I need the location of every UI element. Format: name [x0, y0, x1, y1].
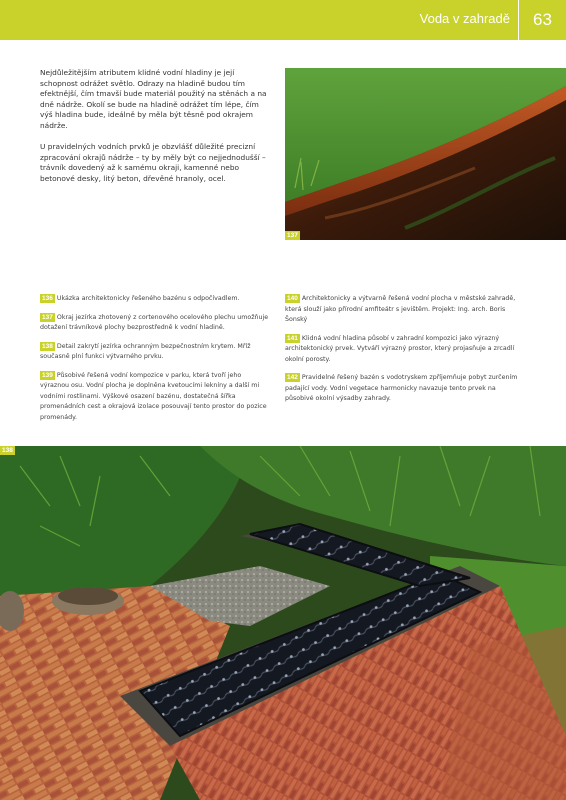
pond-edge-image [285, 68, 566, 240]
caption-number-badge: 141 [287, 334, 298, 342]
intro-paragraph: Nejdůležitějším atributem klidné vodní hladiny je její schopnost odrážet světlo. Odrazy na hladině budou tím efektnější, čím tmavší bude materiál použitý na stěnách a na dně nádrže. Okolí se bude na hladině odrážet tím lépe, čím výš hladina bude, ideálně by měla být těsně pod okrajem nádrže. [40, 68, 267, 130]
caption-number-badge: 136 [42, 295, 53, 302]
caption-number-badge: 140 [287, 295, 298, 302]
caption-text: Okraj jezírka zhotovený z cortenového ocelového plechu umožňuje dotažení trávníkové plochy bezprostředně k vodní hladině. [40, 313, 269, 331]
photo-number-badge: 137 [287, 232, 298, 239]
caption-text: Ukázka architektonicky řešeného bazénu s odpočívadlem. [56, 295, 240, 302]
intro-text [40, 68, 272, 195]
caption-item [40, 371, 270, 424]
pond-grate-image [0, 446, 566, 800]
caption-number-badge: 139 [42, 371, 53, 379]
caption-number-badge: 138 [42, 342, 53, 350]
caption-number-badge: 137 [42, 313, 53, 321]
caption-text: Působivé řešená vodní kompozice v parku, která tvoří jeho výraznou osu. Vodní plocha je doplněna kvetoucími lekníny a další mi vodními rostlinami. Výškové osazení bazénu, dostatečná šířka promenádních cest a okrajová izolace posouvají tento prostor do pozice promenády. [40, 371, 267, 421]
caption-text: Detail zakrytí jezírka ochranným bezpečnostním krytem. Mříž současně plní funkci výtvarného prvku. [40, 342, 251, 360]
captions-right-column [285, 294, 525, 413]
photo-pond-grate [0, 446, 566, 800]
caption-text: Pravidelné řešený bazén s vodotryskem zpříjemňuje pobyt zurčením padající vody. Vodní vegetace harmonicky navazuje tento prvek na působivé okolní výsadby zahrady. [285, 374, 518, 402]
caption-item [40, 294, 270, 305]
caption-text: Klidná vodní hladina působí v zahradní kompozici jako výrazný architektonický prvek. Vytváří výrazný prostor, který projasňuje a zrcadlí okolní porosty. [285, 334, 515, 363]
caption-item [40, 313, 270, 334]
caption-item [285, 373, 525, 405]
intro-paragraph: U pravidelných vodních prvků je obzvlášť důležité precizní zpracování okrajů nádrže – ty by měly být co nejjednodušší – trávník dovedený až k samému okraji, kamenné nebo betonové desky, litý beton, dřevěné hranoly, ocel. [40, 142, 266, 183]
photo-number-badge: 138 [2, 447, 13, 454]
page-number: 63 [533, 10, 552, 29]
caption-item [285, 294, 525, 326]
caption-item [285, 334, 525, 366]
captions-left-column [40, 294, 270, 431]
caption-item [40, 342, 270, 363]
page-header [0, 0, 566, 40]
caption-text: Architektonicky a výtvarně řešená vodní plocha v městské zahradě, která slouží jako přírodní amfiteátr s jevištěm. Projekt: Ing. arch. Boris Šonský [285, 295, 516, 323]
caption-number-badge: 142 [287, 374, 298, 381]
section-title: Voda v zahradě [419, 11, 510, 26]
photo-pond-edge [285, 68, 566, 240]
